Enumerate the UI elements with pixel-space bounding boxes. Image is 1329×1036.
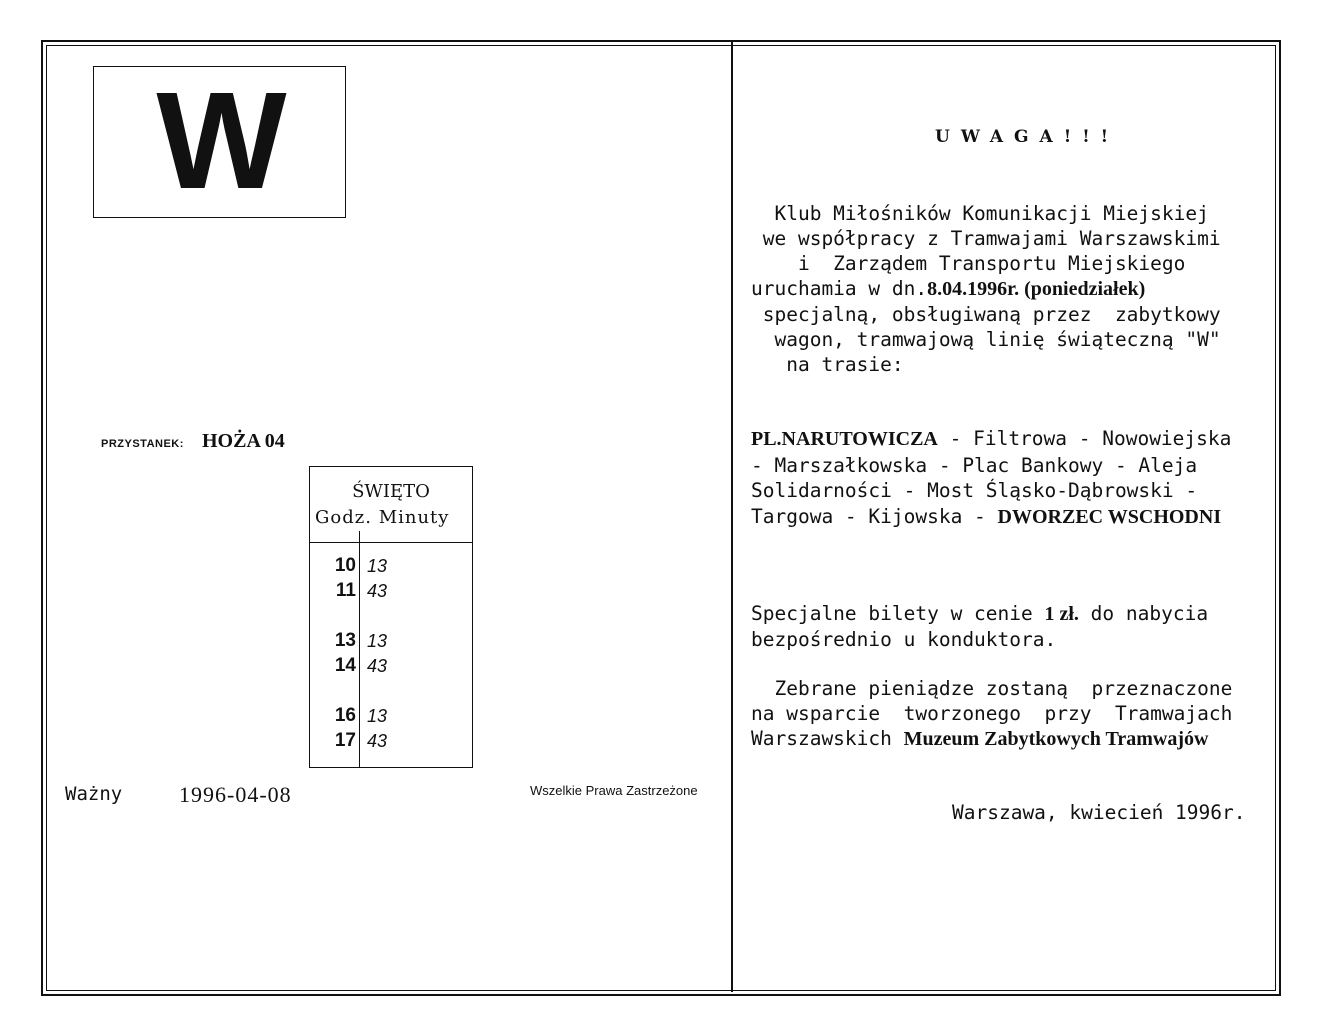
stop-name: HOŻA 04 xyxy=(202,430,285,452)
purpose-line: na wsparcie tworzonego przy Tramwajach xyxy=(751,702,1233,725)
line-symbol-box xyxy=(93,66,346,218)
timetable-hour: 14 xyxy=(334,655,356,676)
ticket-line: do nabycia xyxy=(1078,602,1209,625)
timetable-hour: 11 xyxy=(335,580,356,601)
rights-reserved: Wszelkie Prawa Zastrzeżone xyxy=(530,783,698,798)
route-description xyxy=(751,426,1231,530)
intro-line: wagon, tramwajową linię świąteczną "W" xyxy=(751,328,1221,351)
valid-label: Ważny xyxy=(65,783,123,805)
route-line: - Marszałkowska - Plac Bankowy - Aleja xyxy=(751,453,1198,477)
intro-date: 8.04.1996r. (poniedziałek) xyxy=(927,278,1146,300)
ticket-line: Specjalne bilety w cenie xyxy=(751,602,1045,625)
timetable-minute: 13 xyxy=(367,706,388,726)
timetable-hour: 10 xyxy=(334,555,356,576)
notice-heading: UWAGA!!! xyxy=(935,127,1120,147)
intro-line: na trasie: xyxy=(751,353,904,376)
intro-line: i Zarządem Transportu Miejskiego xyxy=(751,252,1186,275)
timetable-minute: 13 xyxy=(367,631,388,651)
route-start: PL.NARUTOWICZA xyxy=(751,428,938,450)
purpose-line: Warszawskich xyxy=(751,727,904,750)
timetable-column-headers xyxy=(315,507,449,528)
timetable xyxy=(309,466,473,768)
timetable-title: ŚWIĘTO xyxy=(352,481,430,502)
purpose-line: Zebrane pieniądze zostaną przeznaczone xyxy=(751,677,1233,700)
museum-name: Muzeum Zabytkowych Tramwajów xyxy=(903,728,1209,750)
route-line: Solidarności - Most Śląsko-Dąbrowski - xyxy=(751,479,1198,502)
center-divider xyxy=(731,42,733,992)
timetable-header-separator xyxy=(310,542,472,543)
line-letter: W xyxy=(156,64,283,218)
timetable-minute: 43 xyxy=(367,581,388,601)
column-minutes: Minuty xyxy=(378,507,450,528)
intro-line: Klub Miłośników Komunikacji Miejskiej xyxy=(751,202,1209,225)
route-line: Targowa - Kijowska - xyxy=(751,504,998,528)
route-end: DWORZEC WSCHODNI xyxy=(997,505,1222,528)
timetable-hour: 17 xyxy=(334,730,356,751)
place-and-date: Warszawa, kwiecień 1996r. xyxy=(952,801,1246,824)
notice-intro xyxy=(751,201,1221,377)
valid-date: 1996-04-08 xyxy=(179,782,292,807)
timetable-minute: 13 xyxy=(367,556,388,576)
ticket-price: 1 zł. xyxy=(1044,603,1079,625)
intro-line: uruchamia w dn. xyxy=(751,277,928,300)
timetable-hour: 13 xyxy=(334,630,356,651)
ticket-line: bezpośrednio u konduktora. xyxy=(751,628,1057,651)
column-hours: Godz. xyxy=(315,507,372,528)
intro-line: we współpracy z Tramwajami Warszawskimi xyxy=(751,227,1221,250)
timetable-hour: 16 xyxy=(334,705,356,726)
timetable-minute: 43 xyxy=(367,731,388,751)
timetable-minute: 43 xyxy=(367,656,388,676)
route-line: - Filtrowa - Nowowiejska xyxy=(937,427,1232,450)
stop-label: PRZYSTANEK: xyxy=(101,438,184,450)
timetable-column-separator xyxy=(359,531,360,767)
intro-line: specjalną, obsługiwaną przez zabytkowy xyxy=(751,303,1221,326)
purpose-info xyxy=(751,676,1232,752)
ticket-info xyxy=(751,601,1208,652)
